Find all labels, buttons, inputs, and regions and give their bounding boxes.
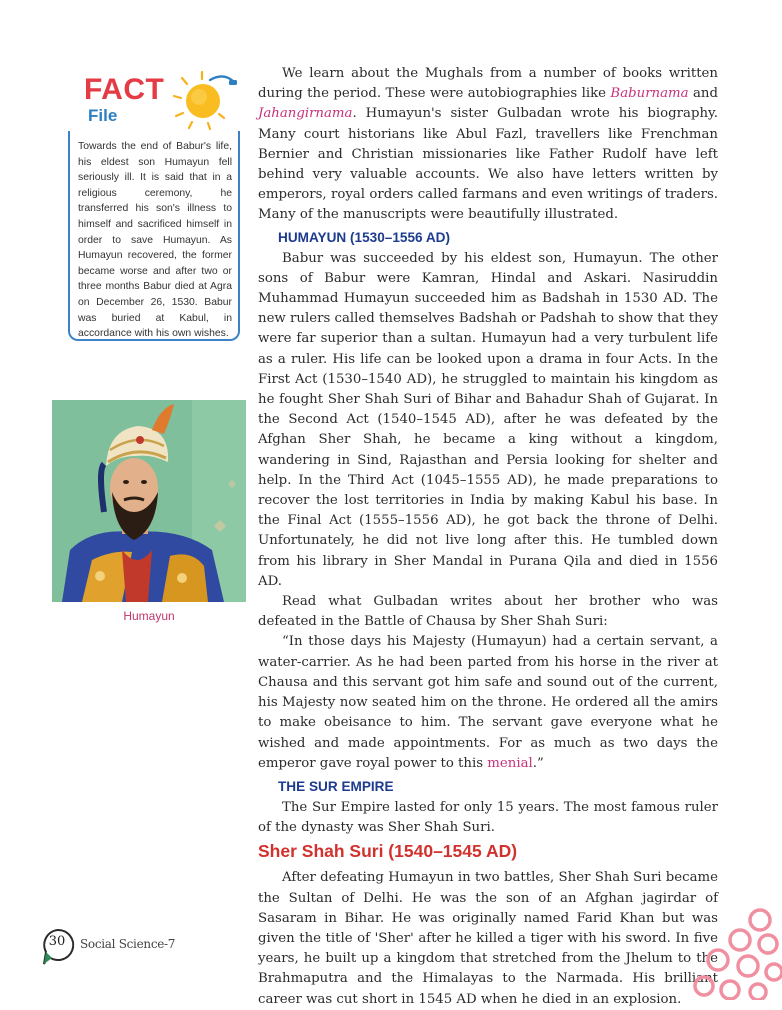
intro-paragraph — [258, 64, 718, 226]
sher-shah-paragraph: After defeating Humayun in two battles, Sher Shah Suri became the Sultan of Delhi. He was the son of an Afghan jagirdar of Sasaram in Bihar. He was originally named Farid Khan but was given the title of 'Sher' after he killed a tiger with his sword. In five years, he built up a kingdom that stretched from the Jhelum to the Brahmaputra and the Himalayas to the Narmada. His brilliant career was cut short in 1545 AD when he died in an explosion. — [258, 870, 718, 1007]
humayun-paragraph-1: Babur was succeeded by his eldest son, Humayun. The other sons of Babur were Kamran, Hindal and Askari. Nasiruddin Muhammad Humayun succeeded him as Badshah in 1530 AD. The new rulers called themselves Badshah or Padshah to show that they were far superior than a sultan. Humayun had a very turbulent life as a ruler. His life can be looked upon a drama in four Acts. In the First Act (1530–1540 AD), he struggled to maintain his kingdom as he fought Sher Shah Suri of Bihar and Bahadur Shah of Gujarat. In the Second Act (1540–1545 AD), after he was defeated by the Afghan Sher Shah, he became a king without a kingdom, wandering in Sind, Rajasthan and Persia looking for shelter and help. In the Third Act (1045–1555 AD), he made preparations to recover the lost territories in India by making Kabul his base. In the Final Act (1555–1556 AD), he got back the throne of Delhi. Unfortunately, he did not live long after this. He tumbled down from his library in Sher Mandal in Purana Qila and died in 1556 AD. — [258, 250, 718, 589]
quote-text-b: .” — [532, 755, 544, 771]
page-number: 30 — [48, 934, 66, 949]
fact-subtitle: File — [88, 106, 118, 125]
book-title: Social Science-7 — [80, 937, 176, 951]
decorative-rings-icon — [690, 906, 782, 1000]
humayun-heading: HUMAYUN (1530–1556 AD) — [278, 229, 451, 245]
humayun-portrait — [52, 400, 246, 602]
fact-title: FACT — [84, 73, 165, 106]
sur-empire-paragraph: The Sur Empire lasted for only 15 years. The most famous ruler of the dynasty was Sher Shah Suri. — [258, 799, 718, 836]
jahangirnama-term: Jahangirnama — [258, 106, 353, 122]
lightbulb-sun-icon — [166, 68, 240, 138]
main-text-column — [258, 64, 718, 1010]
baburnama-term: Baburnama — [610, 86, 689, 102]
portrait-caption: Humayun — [123, 609, 175, 623]
intro-text-a: We learn about the Mughals from a number of books written during the period. These were autobiographies like — [258, 66, 718, 102]
fact-file-text: Towards the end of Babur's life, his eldest son Humayun fell seriously ill. It is said that in a religious ceremony, he transferred his son's illness to himself and sacrificed himself in order to save Humayun. As Humayun recovered, the former became worse and after two or three months Babur died at Agra on December 26, 1530. Babur was buried at Kabul, in accordance with his own wishes. — [78, 141, 232, 340]
fact-file-box — [68, 131, 240, 341]
sur-empire-heading: THE SUR EMPIRE — [278, 778, 394, 794]
humayun-paragraph-2: Read what Gulbadan writes about her brother who was defeated in the Battle of Chausa by Sher Shah Suri: — [258, 594, 718, 630]
intro-text-c: and — [688, 86, 718, 102]
gulbadan-quote — [258, 632, 718, 773]
sher-shah-heading: Sher Shah Suri (1540–1545 AD) — [258, 841, 518, 862]
intro-text-d: . Humayun's sister Gulbadan wrote his biography. Many court historians like Abul Fazl, travellers like Frenchman Bernier and Christian missionaries like Father Rudolf have left behind very valuable accounts. We also have letters written by emperors, royal orders called farmans and even writings of traders. Many of the manuscripts were beautifully illustrated. — [258, 106, 718, 223]
quote-text-a: “In those days his Majesty (Humayun) had a certain servant, a water-carrier. As he had been parted from his horse in the river at Chausa and this servant got him safe and sound out of the current, his Majesty now seated him on the throne. He ordered all the amirs to make obeisance to him. The servant gave everyone what he wished and made appointments. For as much as two days the emperor gave royal power to this — [258, 634, 718, 771]
menial-term: menial — [487, 755, 533, 771]
